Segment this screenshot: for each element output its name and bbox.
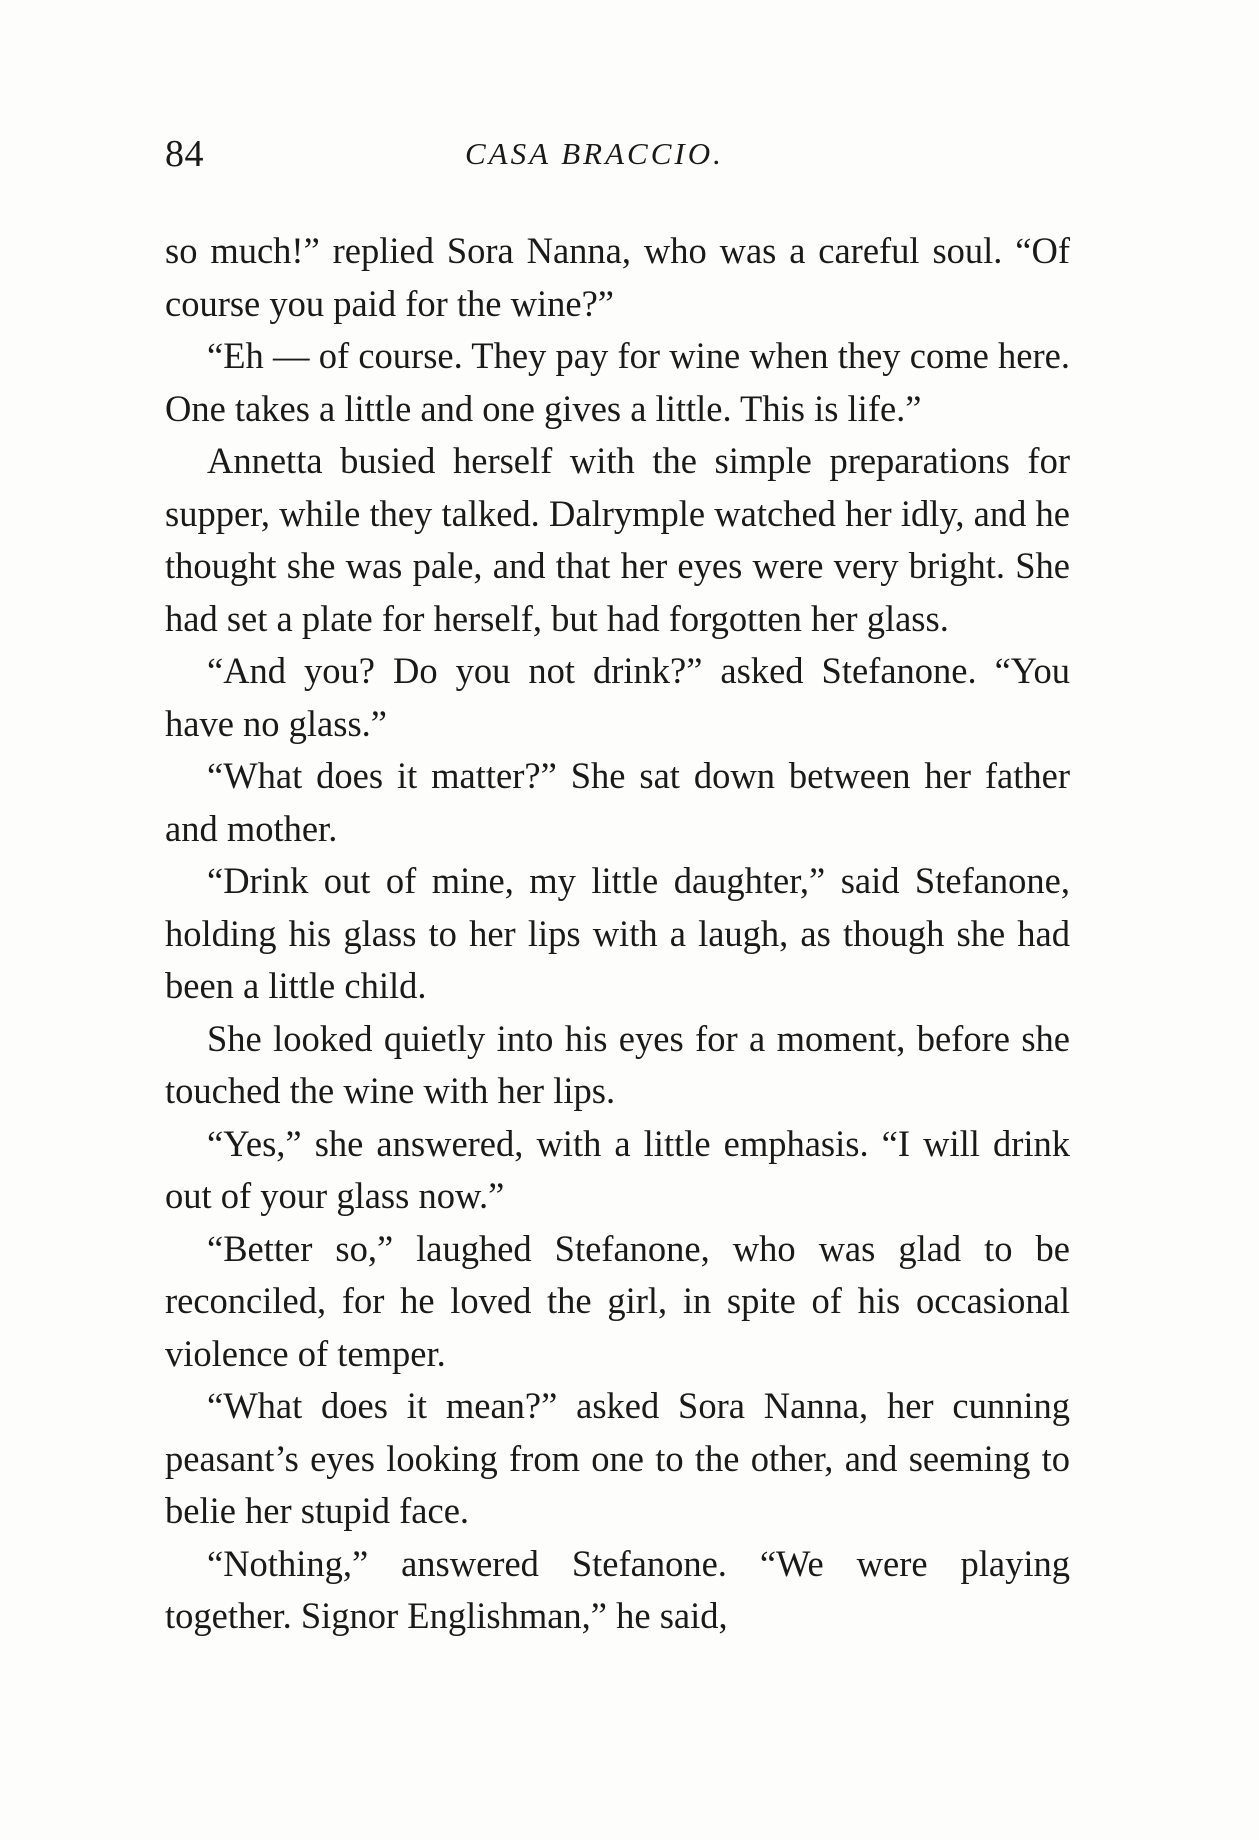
paragraph: “And you? Do you not drink?” asked Stefanone. “You have no glass.” [165,650,1070,744]
paragraph: Annetta busied herself with the simple preparations for supper, while they talked. Dalrymple watched her idly, and he thought she was pale, and that her eyes were very bright. She had set a plate for herself, but had forgotten her glass. [165,440,1070,639]
paragraph: “Drink out of mine, my little daughter,” said Stefanone, holding his glass to her lips with a laugh, as though she had been a little child. [165,860,1070,1006]
paragraph: “Eh — of course. They pay for wine when they come here. One takes a little and one gives a little. This is life.” [165,335,1070,429]
paragraph: She looked quietly into his eyes for a moment, before she touched the wine with her lips. [165,1017,1070,1111]
paragraph: “Yes,” she answered, with a little emphasis. “I will drink out of your glass now.” [165,1122,1070,1216]
page-number: 84 [165,133,204,175]
body-text [165,225,1070,1643]
paragraph: “What does it mean?” asked Sora Nanna, her cunning peasant’s eyes looking from one to the other, and seeming to belie her stupid face. [165,1385,1070,1531]
paragraph: “Better so,” laughed Stefanone, who was glad to be reconciled, for he loved the girl, in spite of his occasional violence of temper. [165,1227,1070,1374]
paragraph: “What does it matter?” She sat down between her father and mother. [165,755,1070,849]
page-header [165,132,1070,182]
running-title: CASA BRACCIO. [465,136,724,171]
paragraph: “Nothing,” answered Stefanone. “We were playing together. Signor Englishman,” he said, [165,1542,1070,1636]
paragraph: so much!” replied Sora Nanna, who was a careful soul. “Of course you paid for the wine?” [165,230,1070,324]
